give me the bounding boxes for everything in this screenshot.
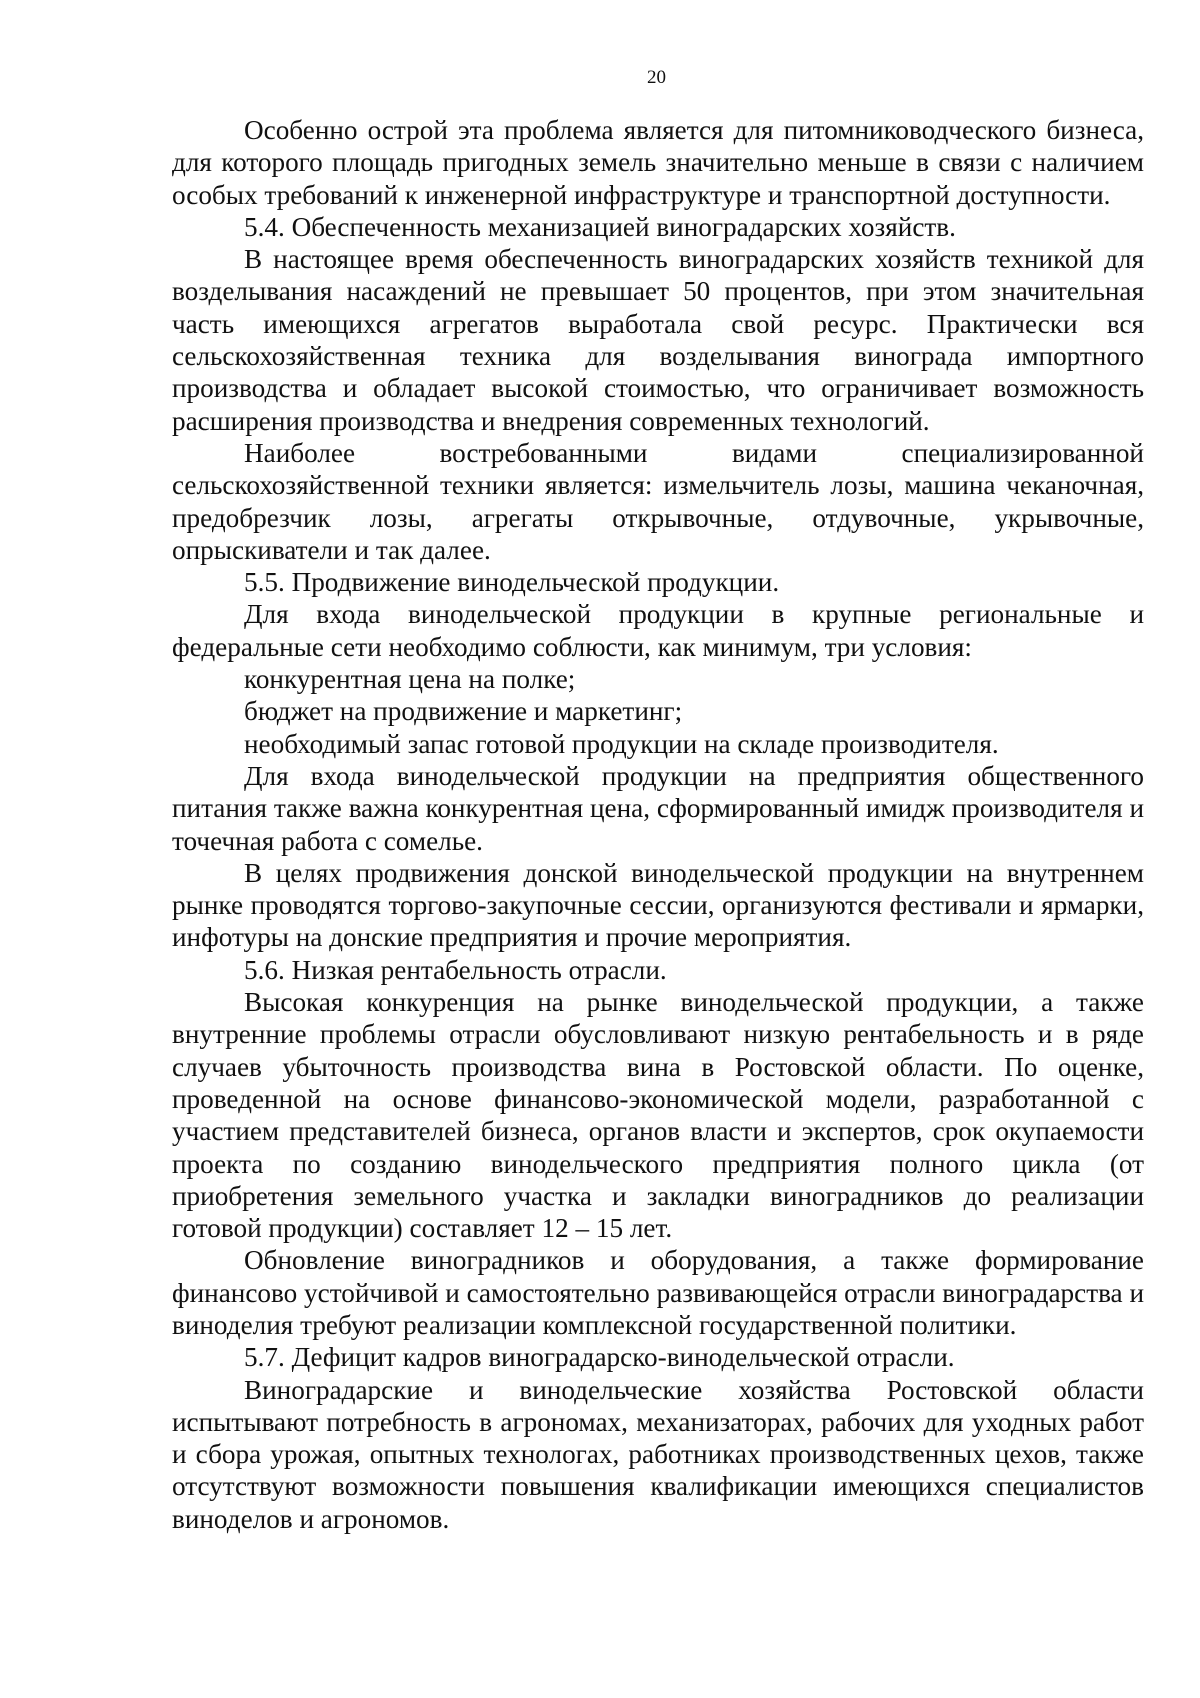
list-item-stock: необходимый запас готовой продукции на складе производителя.: [244, 728, 999, 759]
section-heading-5-5: 5.5. Продвижение винодельческой продукции.: [244, 567, 780, 598]
section-heading-5-4: 5.4. Обеспеченность механизацией виноградарских хозяйств.: [244, 211, 956, 242]
page-number: 20: [647, 67, 666, 88]
paragraph-low-profitability: Высокая конкуренция на рынке винодельческой продукции, а также внутренние проблемы отрасли обусловливают низкую рентабельность и в ряде случаев убыточность производства вина в Ростовской области. По оценке, проведенной на основе финансово-экономической модели, разработанной с участием представителей бизнеса, органов власти и экспертов, срок окупаемости проекта по созданию винодельческого предприятия полного цикла (от приобретения земельного участка и закладки виноградников до реализации готовой продукции) составляет 12 – 15 лет.: [172, 987, 1144, 1244]
paragraph-staff-shortage: Виноградарские и винодельческие хозяйства Ростовской области испытывают потребность в агрономах, механизаторах, рабочих для уходных работ и сбора урожая, опытных технологах, работниках производственных цехов, также отсутствуют возможности повышения квалификации имеющихся специалистов виноделов и агрономов.: [172, 1374, 1144, 1534]
section-heading-5-7: 5.7. Дефицит кадров виноградарско-винодельческой отрасли.: [244, 1342, 955, 1373]
paragraph-machinery-types: Наиболее востребованными видами специализированной сельскохозяйственной техники является: измельчитель лозы, машина чеканочная, предобрезчик лозы, агрегаты открывочные, отдувочные, укрывочные, опрыскиватели и так далее.: [172, 437, 1144, 565]
list-item-shelf-price: конкурентная цена на полке;: [244, 664, 576, 695]
paragraph-catering: Для входа винодельческой продукции на предприятия общественного питания также важна конкурентная цена, сформированный имидж производителя и точечная работа с сомелье.: [172, 760, 1144, 856]
paragraph-promotion-events: В целях продвижения донской винодельческой продукции на внутреннем рынке проводятся торгово-закупочные сессии, организуются фестивали и ярмарки, инфотуры на донские предприятия и прочие мероприятия.: [172, 857, 1144, 953]
section-heading-5-6: 5.6. Низкая рентабельность отрасли.: [244, 954, 667, 985]
page-body: [172, 114, 1144, 1535]
paragraph-state-policy: Обновление виноградников и оборудования, а также формирование финансово устойчивой и самостоятельно развивающейся отрасли виноградарства и виноделия требуют реализации комплексной государственной политики.: [172, 1245, 1144, 1340]
paragraph-retail-conditions: Для входа винодельческой продукции в крупные региональные и федеральные сети необходимо соблюсти, как минимум, три условия:: [172, 599, 1144, 662]
paragraph-nursery-problem: Особенно острой эта проблема является для питомниководческого бизнеса, для которого площадь пригодных земель значительно меньше в связи с наличием особых требований к инженерной инфраструктуре и транспортной доступности.: [172, 115, 1144, 210]
list-item-marketing-budget: бюджет на продвижение и маркетинг;: [244, 696, 683, 727]
paragraph-machinery-supply: В настоящее время обеспеченность виноградарских хозяйств техникой для возделывания насаждений не превышает 50 процентов, при этом значительная часть имеющихся агрегатов выработала свой ресурс. Практически вся сельскохозяйственная техника для возделывания винограда импортного производства и обладает высокой стоимостью, что ограничивает возможность расширения производства и внедрения современных технологий.: [172, 244, 1144, 436]
